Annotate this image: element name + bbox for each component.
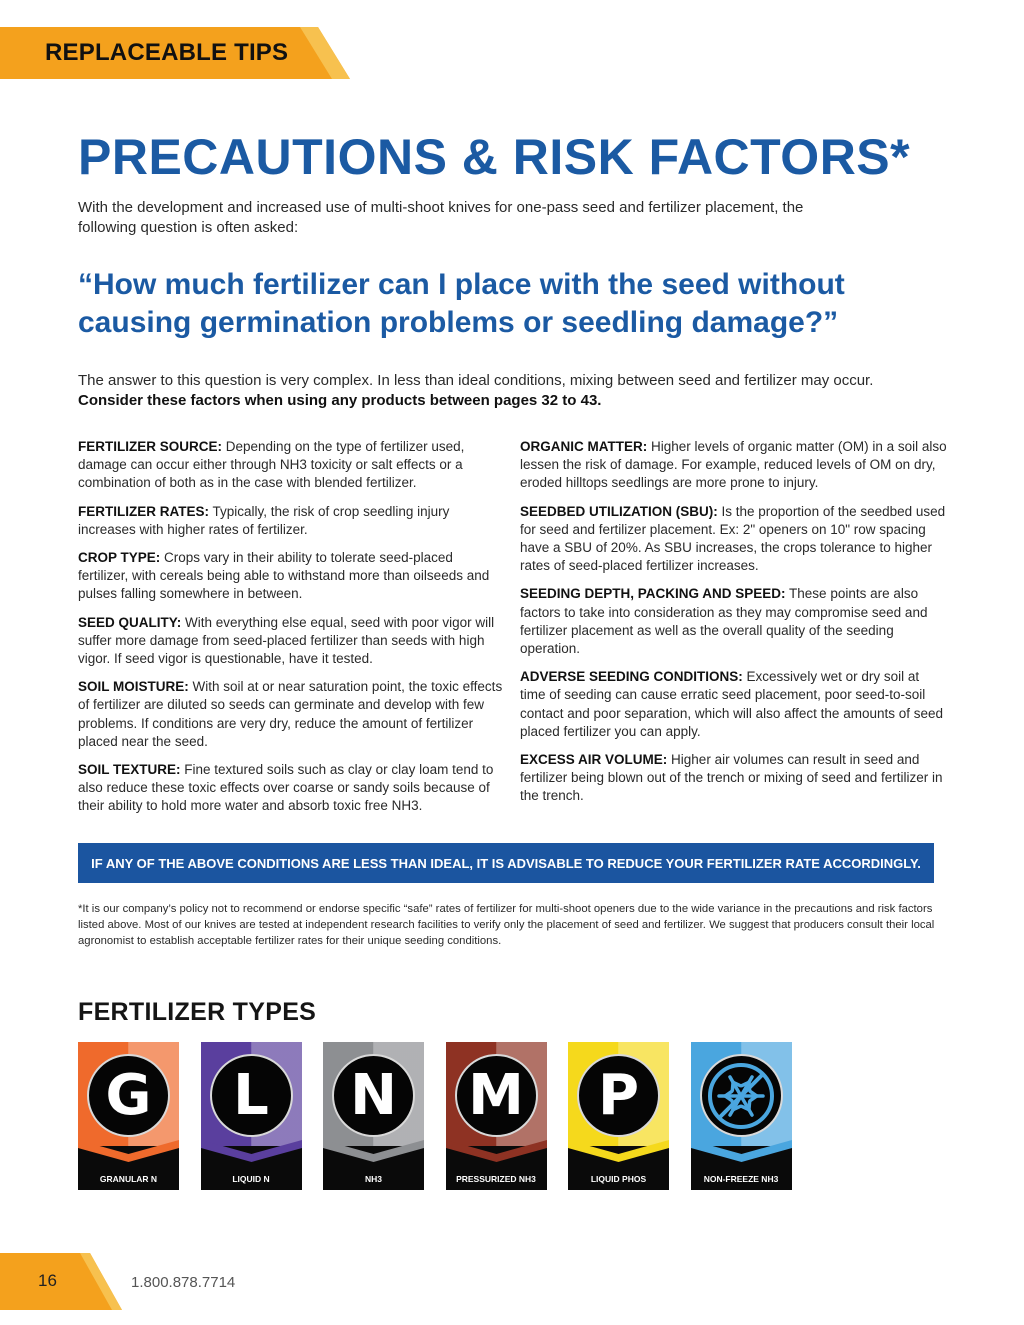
- section-label: REPLACEABLE TIPS: [45, 39, 289, 66]
- badge-label: PRESSURIZED NH3: [446, 1146, 547, 1190]
- badge-circle: [700, 1054, 783, 1137]
- page-tab-shape: [0, 1253, 130, 1310]
- factor-fertilizer-rates: [78, 503, 503, 539]
- fertilizer-types-heading: FERTILIZER TYPES: [78, 998, 317, 1026]
- factor-text: Excessively wet or dry soil at time of seeding can cause erratic seed placement, poor seed-to-soil contact and poor separation, which will also affect the amounts of seed placed fertilizer you can apply.: [520, 669, 944, 739]
- factor-text: Is the proportion of the seedbed used for seed and fertilizer placement. Ex: 2" openers on 10" row spacing have a SBU of 20%. As SBU increases, the crops tolerance to higher rates of seed-placed fertilizer increases.: [520, 503, 946, 574]
- fertilizer-badge-granular-n: [78, 1042, 179, 1190]
- badge-circle: [332, 1054, 415, 1137]
- badge-chevron: [446, 1140, 547, 1162]
- badge-letter: G: [105, 1062, 152, 1128]
- no-snowflake-icon: [706, 1061, 776, 1131]
- factor-text: Crops vary in their ability to tolerate seed-placed fertilizer, with cereals being able to withstand more than oilseeds and pulses falling somewhere in between.: [78, 550, 490, 602]
- section-tab: [0, 27, 350, 79]
- fertilizer-type-badges: [78, 1042, 798, 1190]
- factor-term: SEEDING DEPTH, PACKING AND SPEED:: [520, 586, 786, 602]
- intro-text: With the development and increased use of multi-shoot knives for one-pass seed and fertilizer placement, the following question is often asked:: [78, 199, 804, 236]
- badge-letter: N: [350, 1062, 397, 1128]
- badge-label: LIQUID PHOS: [568, 1146, 669, 1190]
- factor-term: SOIL TEXTURE:: [78, 762, 181, 778]
- badge-letter: M: [468, 1062, 524, 1128]
- badge-chevron: [78, 1140, 179, 1162]
- factor-adverse-conditions: [520, 668, 948, 741]
- answer-body: The answer to this question is very complex. In less than ideal conditions, mixing between seed and fertilizer may occur.: [78, 372, 874, 389]
- factor-seedbed-utilization: [520, 503, 948, 576]
- factor-text: Fine textured soils such as clay or clay loam tend to also reduce these toxic effects over coarse or sandy soils because of their ability to hold more water and absorb toxic free NH3.: [78, 762, 494, 814]
- factors-left-column: [78, 438, 503, 826]
- badge-circle: [87, 1054, 170, 1137]
- badge-letter: P: [597, 1062, 640, 1128]
- fertilizer-badge-liquid-n: [201, 1042, 302, 1190]
- factor-text: These points are also factors to take into consideration as they may compromise seed and fertilizer placement as well as the overall quality of the seeding operation.: [520, 586, 928, 657]
- page-title: PRECAUTIONS & RISK FACTORS*: [78, 129, 911, 185]
- badge-chevron: [691, 1140, 792, 1162]
- factor-text: With everything else equal, seed with poor vigor will suffer more damage from seed-placed fertilizer than seeds with high vigor. If seed vigor is questionable, have it tested.: [78, 614, 495, 667]
- badge-circle: [455, 1054, 538, 1137]
- factor-seed-quality: [78, 614, 503, 669]
- badge-chevron: [323, 1140, 424, 1162]
- factor-excess-air: [520, 751, 948, 806]
- factor-term: SEEDBED UTILIZATION (SBU):: [520, 503, 718, 519]
- factor-crop-type: [78, 549, 503, 604]
- answer-text: [78, 371, 958, 411]
- fertilizer-badge-non-freeze-nh3: [691, 1042, 792, 1190]
- factor-term: CROP TYPE:: [78, 550, 161, 566]
- factor-soil-moisture: [78, 678, 503, 751]
- fertilizer-badge-liquid-phos: [568, 1042, 669, 1190]
- factor-text: Depending on the type of fertilizer used, damage can occur either through NH3 toxicity or salt effects or a combination of both as in the case with blended fertilizer.: [78, 439, 465, 491]
- page-number: 16: [38, 1271, 57, 1290]
- factor-seeding-depth: [520, 585, 948, 658]
- factor-organic-matter: [520, 438, 948, 493]
- fertilizer-badge-nh3: [323, 1042, 424, 1190]
- factor-soil-texture: [78, 761, 503, 816]
- badge-circle: [577, 1054, 660, 1137]
- factor-fertilizer-source: [78, 438, 503, 493]
- factor-term: FERTILIZER RATES:: [78, 503, 209, 519]
- badge-label: GRANULAR N: [78, 1146, 179, 1190]
- factor-text: Higher levels of organic matter (OM) in a soil also lessen the risk of damage. For example, reduced levels of OM on dry, eroded hilltops seedlings are more prone to injury.: [520, 439, 947, 491]
- footnote: *It is our company’s policy not to recommend or endorse specific “safe” rates of fertilizer for multi-shoot openers due to the wide variance in the precautions and risk factors listed above. Most of our knives are tested at independent research facilities to verify only the placement of seed and fertilizer. We suggest that producers consult their local agronomist to establish acceptable fertilizer rates for their unique seeding conditions.: [78, 903, 935, 947]
- advisory-banner: IF ANY OF THE ABOVE CONDITIONS ARE LESS THAN IDEAL, IT IS ADVISABLE TO REDUCE YOUR FERTILIZER RATE ACCORDINGLY.: [78, 843, 934, 883]
- factor-term: ORGANIC MATTER:: [520, 439, 648, 454]
- page-number-tab: [0, 1253, 130, 1310]
- badge-label: NH3: [323, 1146, 424, 1190]
- answer-emphasis: Consider these factors when using any products between pages 32 to 43.: [78, 392, 602, 409]
- factor-text: Typically, the risk of crop seedling injury increases with higher rates of fertilizer.: [78, 503, 450, 537]
- fertilizer-badge-pressurized-nh3: [446, 1042, 547, 1190]
- badge-label: NON-FREEZE NH3: [691, 1146, 792, 1190]
- factor-text: Higher air volumes can result in seed and fertilizer being blown out of the trench or mixing of seed and fertilizer in the trench.: [520, 752, 943, 804]
- key-question: “How much fertilizer can I place with the seed without causing germination problems or seedling damage?”: [78, 268, 845, 339]
- factor-term: SOIL MOISTURE:: [78, 679, 189, 695]
- badge-letter: L: [233, 1062, 269, 1128]
- factor-text: With soil at or near saturation point, the toxic effects of fertilizer are diluted so seeds can germinate and develop with few problems. If conditions are very dry, reduce the amount of fertilizer placed near the seed.: [78, 679, 503, 749]
- factor-term: SEED QUALITY:: [78, 614, 182, 630]
- badge-chevron: [201, 1140, 302, 1162]
- factors-right-column: [520, 438, 948, 816]
- phone-number: 1.800.878.7714: [131, 1274, 236, 1291]
- badge-circle: [210, 1054, 293, 1137]
- factor-term: EXCESS AIR VOLUME:: [520, 752, 668, 768]
- badge-chevron: [568, 1140, 669, 1162]
- factor-term: ADVERSE SEEDING CONDITIONS:: [520, 669, 743, 685]
- badge-label: LIQUID N: [201, 1146, 302, 1190]
- factor-term: FERTILIZER SOURCE:: [78, 439, 222, 454]
